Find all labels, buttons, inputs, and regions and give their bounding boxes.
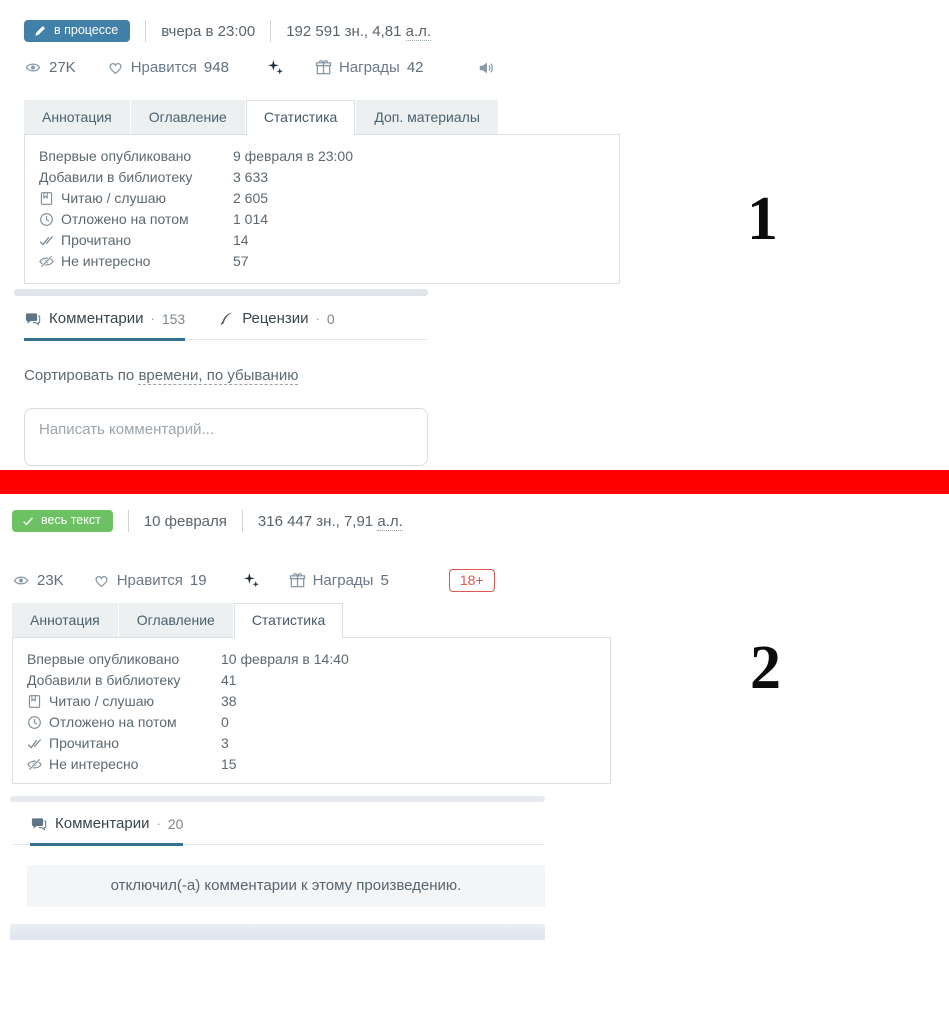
stat-row-postponed (27, 712, 600, 733)
stat-label: Добавили в библиотеку (39, 169, 193, 185)
speaker-icon (478, 60, 494, 76)
stat-row-published (39, 146, 609, 167)
like-label: Нравится (116, 572, 183, 589)
stat-value: 0 (221, 714, 229, 730)
work-1-meta-row (24, 20, 949, 42)
like-button[interactable] (93, 572, 207, 589)
stat-label: Читаю / слушаю (61, 190, 167, 206)
tab-statistics[interactable]: Статистика (234, 603, 344, 638)
stat-label: Впервые опубликовано (39, 148, 192, 164)
awards-label: Награды (338, 59, 400, 76)
work-2-tabs (12, 603, 949, 637)
stat-label: Прочитано (49, 735, 119, 751)
comments-label: Комментарии (49, 310, 144, 327)
stat-label: Прочитано (61, 232, 131, 248)
size-unit[interactable]: а.л. (377, 512, 403, 530)
awards-count: 5 (380, 572, 389, 589)
views-count: 27K (49, 59, 76, 76)
work-1-engagement-row (24, 59, 949, 76)
stat-row-postponed (39, 209, 609, 230)
status-badge-label: весь текст (41, 513, 101, 528)
tab-annotation[interactable]: Аннотация (12, 603, 118, 637)
size-unit[interactable]: а.л. (405, 22, 432, 40)
stat-value: 3 633 (233, 169, 269, 185)
eye-off-icon (39, 254, 54, 269)
work-2-meta-row (12, 510, 949, 532)
horizontal-scrollbar[interactable] (10, 796, 545, 802)
stat-row-not-interested (39, 251, 609, 272)
stat-row-not-interested (27, 754, 600, 775)
status-badge-label: в процессе (54, 23, 119, 38)
tab-comments[interactable] (24, 310, 185, 341)
stat-value: 1 014 (233, 211, 269, 227)
work-1-size (286, 23, 431, 40)
stat-label: Добавили в библиотеку (27, 672, 181, 688)
stat-value: 15 (221, 756, 237, 772)
red-divider-bar (0, 470, 949, 494)
stat-row-reading (27, 691, 600, 712)
work-1-updated: вчера в 23:00 (161, 22, 256, 40)
clock-icon (27, 715, 42, 730)
awards-button[interactable] (315, 59, 424, 76)
sort-row (24, 367, 949, 384)
stat-label: Отложено на потом (61, 211, 189, 227)
size-text: 316 447 зн., 7,91 (257, 512, 374, 530)
work-2-updated: 10 февраля (143, 512, 227, 530)
double-check-icon (27, 736, 42, 751)
like-button[interactable] (107, 59, 229, 76)
views-counter (12, 572, 64, 589)
comment-input[interactable] (24, 408, 428, 466)
tab-reviews[interactable] (219, 310, 335, 341)
divider (242, 510, 243, 532)
stat-row-published (27, 649, 600, 670)
stat-value: 41 (221, 672, 237, 688)
bottom-scrollbar[interactable] (10, 924, 545, 940)
like-count: 19 (189, 572, 207, 589)
comment-icon (24, 311, 41, 327)
work-1-statistics-panel (24, 134, 620, 284)
like-label: Нравится (130, 59, 197, 76)
stat-row-finished (39, 230, 609, 251)
work-2-engagement-row (12, 569, 949, 592)
stat-value: 57 (233, 253, 249, 269)
like-count: 948 (203, 59, 229, 76)
comments-label: Комментарии (55, 815, 150, 832)
reviews-count: 0 (326, 310, 335, 327)
annotation-marker-1: 1 (747, 185, 778, 253)
promote-button[interactable] (243, 572, 260, 589)
status-badge-full-text (12, 510, 113, 532)
divider (128, 510, 129, 532)
heart-icon (107, 60, 124, 76)
stat-label: Читаю / слушаю (49, 693, 155, 709)
stat-label: Отложено на потом (49, 714, 177, 730)
comment-icon (30, 816, 47, 832)
age-rating-badge: 18+ (449, 569, 495, 592)
work-2-statistics-panel (12, 637, 611, 784)
clock-icon (39, 212, 54, 227)
awards-count: 42 (406, 59, 424, 76)
pencil-icon (34, 24, 47, 37)
stat-value: 3 (221, 735, 229, 751)
gift-icon (315, 59, 332, 76)
book-icon (39, 191, 54, 206)
divider (145, 20, 146, 42)
stat-value: 38 (221, 693, 237, 709)
audio-button[interactable] (478, 60, 494, 76)
size-text: 192 591 зн., 4,81 (286, 22, 402, 40)
sparkles-icon (243, 572, 260, 589)
stat-value: 10 февраля в 14:40 (221, 651, 349, 667)
dot-separator: · (315, 311, 320, 326)
eye-icon (12, 573, 30, 588)
tab-annotation[interactable]: Аннотация (24, 100, 130, 134)
tab-extra-materials[interactable]: Доп. материалы (356, 100, 498, 134)
views-counter (24, 59, 76, 76)
dot-separator: · (156, 816, 161, 831)
work-1-section (0, 0, 949, 466)
stat-row-reading (39, 188, 609, 209)
comments-count: 20 (167, 815, 184, 832)
stat-label: Впервые опубликовано (27, 651, 180, 667)
comments-count: 153 (161, 310, 186, 327)
divider (270, 20, 271, 42)
tab-comments[interactable] (30, 815, 183, 846)
awards-label: Награды (312, 572, 374, 589)
stat-value: 14 (233, 232, 249, 248)
stat-value: 2 605 (233, 190, 269, 206)
work-1-tabs (24, 100, 949, 134)
annotation-marker-2: 2 (750, 634, 781, 702)
promote-button[interactable] (267, 59, 284, 76)
comments-disabled-message: отключил(-а) комментарии к этому произведению. (27, 865, 545, 907)
stat-row-added-to-library (39, 167, 609, 188)
tab-contents[interactable]: Оглавление (119, 603, 233, 637)
gift-icon (289, 572, 306, 589)
stat-row-finished (27, 733, 600, 754)
feather-icon (219, 311, 234, 326)
heart-icon (93, 573, 110, 589)
check-icon (22, 515, 34, 527)
sparkles-icon (267, 59, 284, 76)
awards-button[interactable] (289, 572, 389, 589)
reviews-label: Рецензии (242, 310, 309, 327)
work-1-comment-tabs (24, 310, 428, 340)
eye-icon (24, 60, 42, 75)
horizontal-scrollbar[interactable] (14, 289, 428, 296)
tab-statistics[interactable]: Статистика (246, 100, 356, 135)
stat-row-added-to-library (27, 670, 600, 691)
work-2-section (0, 494, 949, 940)
book-icon (27, 694, 42, 709)
tab-contents[interactable]: Оглавление (131, 100, 245, 134)
work-2-comment-tabs (12, 815, 545, 845)
work-2-size (258, 513, 403, 530)
dot-separator: · (150, 311, 155, 326)
views-count: 23K (37, 572, 64, 589)
sort-order-link[interactable]: времени, по убыванию (138, 367, 299, 384)
eye-off-icon (27, 757, 42, 772)
stat-label: Не интересно (61, 253, 151, 269)
double-check-icon (39, 233, 54, 248)
stat-label: Не интересно (49, 756, 139, 772)
stat-value: 9 февраля в 23:00 (233, 148, 353, 164)
sort-prefix: Сортировать по (24, 367, 135, 384)
status-badge-in-progress (24, 20, 130, 42)
